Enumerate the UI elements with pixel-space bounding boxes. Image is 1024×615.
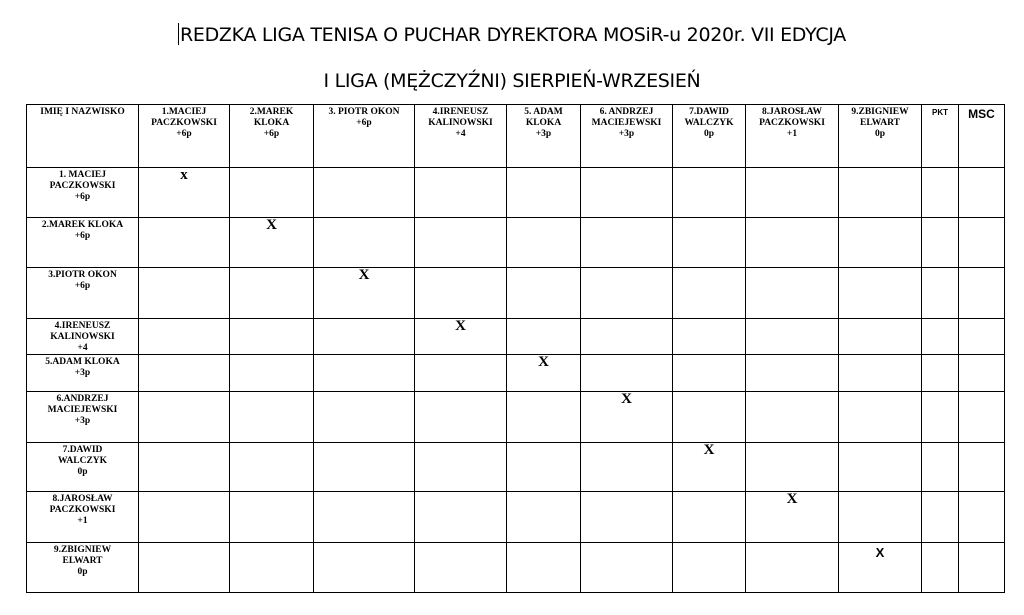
self-match-mark: X bbox=[703, 442, 715, 458]
result-cell[interactable] bbox=[581, 355, 673, 392]
result-cell[interactable] bbox=[581, 492, 673, 543]
points-cell[interactable] bbox=[922, 218, 959, 268]
points-cell[interactable] bbox=[922, 319, 959, 355]
table-row bbox=[27, 355, 1005, 392]
label-line: PACZKOWSKI bbox=[151, 118, 217, 128]
result-cell[interactable] bbox=[746, 392, 839, 443]
header-points: PKT bbox=[922, 105, 959, 168]
points-cell[interactable] bbox=[922, 355, 959, 392]
label-line: +1 bbox=[786, 129, 798, 139]
result-cell[interactable] bbox=[230, 492, 314, 543]
result-cell[interactable] bbox=[314, 543, 415, 593]
place-cell[interactable] bbox=[959, 492, 1005, 543]
table-header-row bbox=[27, 105, 1005, 168]
result-cell[interactable] bbox=[581, 392, 673, 443]
result-cell[interactable] bbox=[673, 543, 746, 593]
result-cell[interactable] bbox=[673, 319, 746, 355]
self-match-mark: X bbox=[538, 354, 549, 370]
result-cell[interactable] bbox=[507, 492, 581, 543]
result-cell[interactable] bbox=[415, 443, 507, 492]
label-line: KLOKA bbox=[253, 118, 290, 128]
label-line: PACZKOWSKI bbox=[759, 118, 825, 128]
self-match-mark: X bbox=[455, 318, 466, 334]
result-cell[interactable] bbox=[839, 218, 922, 268]
label-line: 1.MACIEJ bbox=[161, 107, 207, 117]
result-cell[interactable] bbox=[673, 355, 746, 392]
label-line: +6p bbox=[74, 231, 91, 241]
result-cell[interactable] bbox=[746, 168, 839, 218]
row-player-2 bbox=[27, 218, 139, 268]
result-cell[interactable] bbox=[581, 268, 673, 319]
result-cell[interactable] bbox=[507, 168, 581, 218]
result-cell[interactable] bbox=[139, 168, 230, 218]
result-cell[interactable] bbox=[839, 392, 922, 443]
result-cell[interactable] bbox=[314, 218, 415, 268]
result-cell[interactable] bbox=[507, 392, 581, 443]
label-line: KALINOWSKI bbox=[428, 118, 493, 128]
self-match-mark: X bbox=[786, 491, 798, 507]
label-line: +1 bbox=[77, 516, 88, 526]
result-cell[interactable] bbox=[581, 218, 673, 268]
result-cell[interactable] bbox=[507, 268, 581, 319]
label-line: 5. ADAM bbox=[524, 107, 563, 117]
label-line: +3p bbox=[74, 416, 91, 426]
label-line: 8.JAROSŁAW bbox=[762, 107, 822, 117]
place-cell[interactable] bbox=[959, 218, 1005, 268]
result-cell[interactable] bbox=[746, 268, 839, 319]
label-line: +4 bbox=[455, 129, 466, 139]
result-cell[interactable] bbox=[839, 268, 922, 319]
place-cell[interactable] bbox=[959, 319, 1005, 355]
label-line: +3p bbox=[618, 129, 635, 139]
row-player-1 bbox=[27, 168, 139, 218]
header-name-column: IMIĘ I NAZWISKO bbox=[27, 105, 139, 168]
header-player-5 bbox=[507, 105, 581, 168]
row-player-5 bbox=[27, 355, 139, 392]
result-cell[interactable] bbox=[673, 443, 746, 492]
result-cell[interactable] bbox=[507, 319, 581, 355]
table-row bbox=[27, 319, 1005, 355]
result-cell[interactable] bbox=[673, 268, 746, 319]
table-row bbox=[27, 268, 1005, 319]
label-line: 6. ANDRZEJ bbox=[599, 107, 654, 117]
result-cell[interactable] bbox=[415, 319, 507, 355]
result-cell[interactable] bbox=[314, 355, 415, 392]
label-line: 0p bbox=[77, 467, 88, 477]
league-results-table bbox=[26, 104, 1005, 593]
label-line: +4 bbox=[77, 343, 88, 353]
label-line: 2.MAREK bbox=[249, 107, 294, 117]
result-cell[interactable] bbox=[139, 218, 230, 268]
row-player-4 bbox=[27, 319, 139, 355]
result-cell[interactable] bbox=[314, 168, 415, 218]
result-cell[interactable] bbox=[581, 168, 673, 218]
result-cell[interactable] bbox=[230, 443, 314, 492]
result-cell[interactable] bbox=[139, 492, 230, 543]
header-player-8 bbox=[746, 105, 839, 168]
result-cell[interactable] bbox=[581, 319, 673, 355]
points-cell[interactable] bbox=[922, 443, 959, 492]
document-title-text: REDZKA LIGA TENISA O PUCHAR DYREKTORA MOSiR-u 2020r. VII EDYCJA bbox=[179, 24, 846, 46]
row-player-8 bbox=[27, 492, 139, 543]
result-cell[interactable] bbox=[139, 443, 230, 492]
row-player-6 bbox=[27, 392, 139, 443]
result-cell[interactable] bbox=[746, 319, 839, 355]
header-player-7 bbox=[673, 105, 746, 168]
table-row bbox=[27, 443, 1005, 492]
points-cell[interactable] bbox=[922, 168, 959, 218]
result-cell[interactable] bbox=[415, 392, 507, 443]
place-cell[interactable] bbox=[959, 543, 1005, 593]
self-match-mark: X bbox=[358, 267, 370, 283]
label-line: 8.JAROSŁAW bbox=[52, 494, 113, 504]
result-cell[interactable] bbox=[415, 218, 507, 268]
label-line: +3p bbox=[74, 368, 91, 378]
label-line: 0p bbox=[874, 129, 886, 139]
label-line: 4.IRENEUSZ bbox=[432, 107, 489, 117]
label-line: MACIEJEWSKI bbox=[591, 118, 662, 128]
result-cell[interactable] bbox=[839, 543, 922, 593]
row-player-3 bbox=[27, 268, 139, 319]
label-line: +6p bbox=[74, 281, 91, 291]
header-player-1 bbox=[139, 105, 230, 168]
result-cell[interactable] bbox=[415, 492, 507, 543]
row-player-9 bbox=[27, 543, 139, 593]
label-line: ELWART bbox=[62, 556, 103, 566]
table-row bbox=[27, 168, 1005, 218]
self-match-mark: X bbox=[621, 391, 632, 407]
label-line: +6p bbox=[263, 129, 280, 139]
result-cell[interactable] bbox=[746, 443, 839, 492]
row-player-7 bbox=[27, 443, 139, 492]
result-cell[interactable] bbox=[139, 319, 230, 355]
result-cell[interactable] bbox=[746, 218, 839, 268]
result-cell[interactable] bbox=[314, 268, 415, 319]
table-row bbox=[27, 492, 1005, 543]
result-cell[interactable] bbox=[673, 492, 746, 543]
result-cell[interactable] bbox=[581, 543, 673, 593]
points-cell[interactable] bbox=[922, 392, 959, 443]
result-cell[interactable] bbox=[507, 355, 581, 392]
result-cell[interactable] bbox=[746, 543, 839, 593]
place-cell[interactable] bbox=[959, 355, 1005, 392]
header-player-3 bbox=[314, 105, 415, 168]
table-row bbox=[27, 392, 1005, 443]
result-cell[interactable] bbox=[839, 319, 922, 355]
label-line: WALCZYK bbox=[57, 456, 108, 466]
result-cell[interactable] bbox=[673, 168, 746, 218]
result-cell[interactable] bbox=[581, 443, 673, 492]
label-line: 5.ADAM KLOKA bbox=[45, 357, 120, 367]
header-place: MSC bbox=[959, 105, 1005, 168]
label-line: KLOKA bbox=[525, 118, 562, 128]
result-cell[interactable] bbox=[507, 543, 581, 593]
result-cell[interactable] bbox=[839, 168, 922, 218]
label-line: +3p bbox=[535, 129, 552, 139]
label-line: 1. MACIEJ bbox=[59, 170, 106, 180]
label-line: ELWART bbox=[860, 118, 900, 128]
label-line: +6p bbox=[176, 129, 192, 139]
label-line: 6.ANDRZEJ bbox=[56, 394, 109, 404]
result-cell[interactable] bbox=[839, 355, 922, 392]
label-line: +6p bbox=[356, 118, 372, 128]
result-cell[interactable] bbox=[839, 443, 922, 492]
result-cell[interactable] bbox=[230, 168, 314, 218]
result-cell[interactable] bbox=[746, 492, 839, 543]
result-cell[interactable] bbox=[314, 492, 415, 543]
points-cell[interactable] bbox=[922, 268, 959, 319]
label-line: 7.DAWID bbox=[689, 107, 729, 117]
place-cell[interactable] bbox=[959, 392, 1005, 443]
result-cell[interactable] bbox=[314, 443, 415, 492]
label-line: 9.ZBIGNIEW bbox=[53, 545, 112, 555]
label-line: 3.PIOTR OKON bbox=[48, 270, 117, 280]
result-cell[interactable] bbox=[673, 392, 746, 443]
result-cell[interactable] bbox=[139, 392, 230, 443]
table-row bbox=[27, 218, 1005, 268]
result-cell[interactable] bbox=[314, 319, 415, 355]
result-cell[interactable] bbox=[230, 319, 314, 355]
place-cell[interactable] bbox=[959, 268, 1005, 319]
result-cell[interactable] bbox=[139, 268, 230, 319]
label-line: 0p bbox=[703, 129, 715, 139]
result-cell[interactable] bbox=[415, 355, 507, 392]
label-line: 7.DAWID bbox=[62, 445, 103, 455]
result-cell[interactable] bbox=[415, 543, 507, 593]
place-cell[interactable] bbox=[959, 443, 1005, 492]
result-cell[interactable] bbox=[230, 268, 314, 319]
result-cell[interactable] bbox=[415, 268, 507, 319]
self-match-mark: x bbox=[180, 167, 188, 183]
label-line: 9.ZBIGNIEW bbox=[851, 107, 909, 117]
label-line: PACZKOWSKI bbox=[49, 181, 116, 191]
result-cell[interactable] bbox=[139, 355, 230, 392]
header-player-2 bbox=[230, 105, 314, 168]
label-line: 2.MAREK KLOKA bbox=[41, 220, 124, 230]
label-line: 4.IRENEUSZ bbox=[54, 321, 111, 331]
result-cell[interactable] bbox=[230, 543, 314, 593]
result-cell[interactable] bbox=[415, 168, 507, 218]
label-line: MACIEJEWSKI bbox=[47, 405, 118, 415]
result-cell[interactable] bbox=[230, 218, 314, 268]
label-line: 0p bbox=[77, 567, 88, 577]
self-match-mark: X bbox=[875, 545, 885, 560]
result-cell[interactable] bbox=[746, 355, 839, 392]
label-line: WALCZYK bbox=[684, 118, 734, 128]
document-subtitle: I LIGA (MĘŻCZYŹNI) SIERPIEŃ-WRZESIEŃ bbox=[323, 70, 701, 92]
result-cell[interactable] bbox=[230, 392, 314, 443]
points-cell[interactable] bbox=[922, 543, 959, 593]
self-match-mark: X bbox=[266, 217, 277, 233]
result-cell[interactable] bbox=[139, 543, 230, 593]
header-player-4 bbox=[415, 105, 507, 168]
table-row bbox=[27, 543, 1005, 593]
result-cell[interactable] bbox=[314, 392, 415, 443]
result-cell[interactable] bbox=[839, 492, 922, 543]
header-player-9 bbox=[839, 105, 922, 168]
result-cell[interactable] bbox=[507, 218, 581, 268]
place-cell[interactable] bbox=[959, 168, 1005, 218]
points-cell[interactable] bbox=[922, 492, 959, 543]
label-line: +6p bbox=[74, 192, 91, 202]
result-cell[interactable] bbox=[673, 218, 746, 268]
header-player-6 bbox=[581, 105, 673, 168]
text-cursor bbox=[178, 23, 179, 45]
result-cell[interactable] bbox=[507, 443, 581, 492]
label-line: PACZKOWSKI bbox=[49, 505, 116, 515]
label-line: 3. PIOTR OKON bbox=[328, 107, 400, 117]
label-line: KALINOWSKI bbox=[50, 332, 115, 342]
result-cell[interactable] bbox=[230, 355, 314, 392]
document-title bbox=[0, 23, 1024, 46]
